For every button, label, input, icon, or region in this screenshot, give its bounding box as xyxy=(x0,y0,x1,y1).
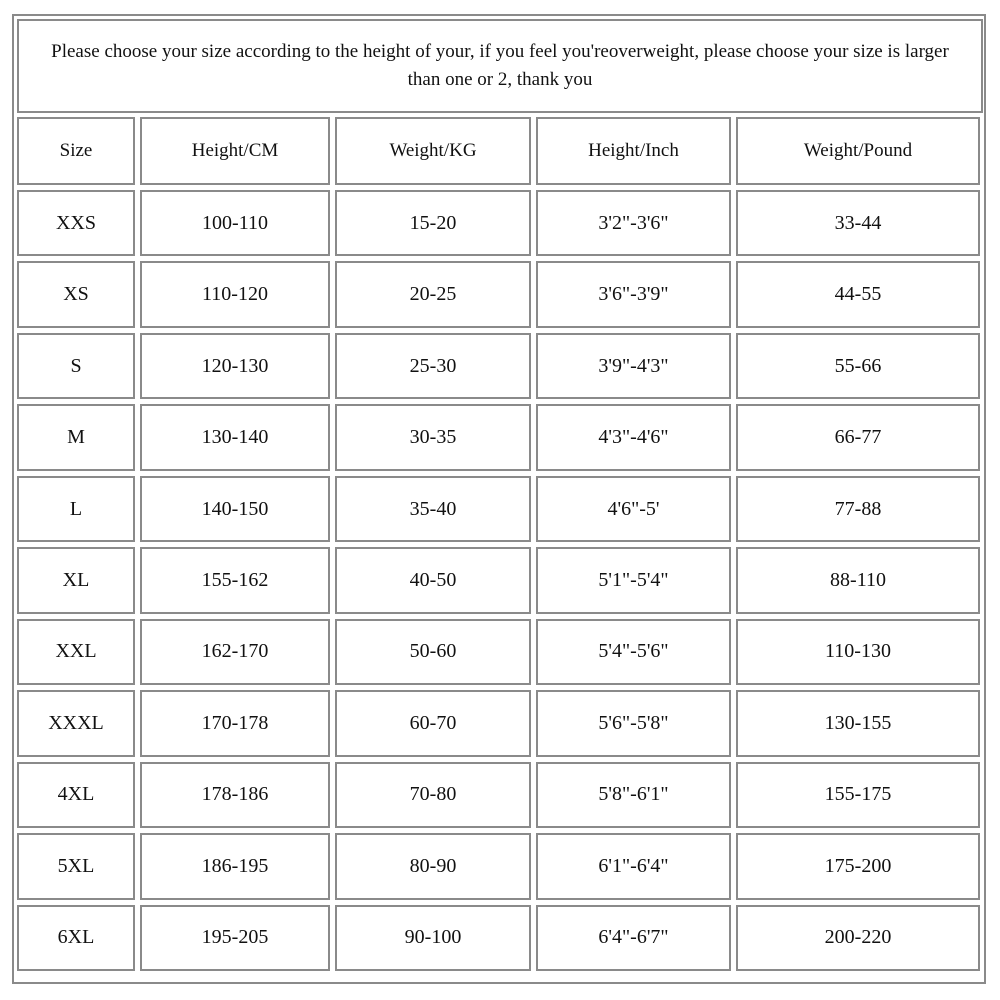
cell-weight-pound: 155-175 xyxy=(736,762,980,828)
cell-weight-pound: 33-44 xyxy=(736,190,980,256)
cell-size: XXXL xyxy=(17,690,135,756)
table-row xyxy=(17,261,980,327)
header-height-cm: Height/CM xyxy=(140,117,330,185)
cell-size: 5XL xyxy=(17,833,135,899)
table-row xyxy=(17,833,980,899)
cell-height-inch: 5'1"-5'4" xyxy=(536,547,731,613)
table-row xyxy=(17,619,980,685)
cell-size: 6XL xyxy=(17,905,135,971)
cell-weight-kg: 70-80 xyxy=(335,762,531,828)
header-row xyxy=(17,117,980,185)
cell-size: S xyxy=(17,333,135,399)
cell-weight-kg: 15-20 xyxy=(335,190,531,256)
cell-height-inch: 5'4"-5'6" xyxy=(536,619,731,685)
table-row xyxy=(17,190,980,256)
cell-weight-kg: 80-90 xyxy=(335,833,531,899)
cell-weight-kg: 35-40 xyxy=(335,476,531,542)
cell-height-cm: 186-195 xyxy=(140,833,330,899)
cell-weight-pound: 175-200 xyxy=(736,833,980,899)
cell-height-cm: 140-150 xyxy=(140,476,330,542)
cell-height-inch: 5'6"-5'8" xyxy=(536,690,731,756)
cell-weight-pound: 77-88 xyxy=(736,476,980,542)
size-chart xyxy=(12,14,986,984)
cell-weight-kg: 30-35 xyxy=(335,404,531,470)
cell-height-inch: 3'6"-3'9" xyxy=(536,261,731,327)
cell-weight-pound: 55-66 xyxy=(736,333,980,399)
cell-weight-kg: 60-70 xyxy=(335,690,531,756)
cell-weight-kg: 25-30 xyxy=(335,333,531,399)
cell-size: XS xyxy=(17,261,135,327)
cell-height-cm: 170-178 xyxy=(140,690,330,756)
table-row xyxy=(17,476,980,542)
cell-height-inch: 3'2"-3'6" xyxy=(536,190,731,256)
cell-weight-pound: 130-155 xyxy=(736,690,980,756)
cell-weight-kg: 20-25 xyxy=(335,261,531,327)
table-row xyxy=(17,690,980,756)
cell-size: L xyxy=(17,476,135,542)
cell-height-inch: 4'6"-5' xyxy=(536,476,731,542)
cell-height-inch: 4'3"-4'6" xyxy=(536,404,731,470)
cell-height-cm: 195-205 xyxy=(140,905,330,971)
cell-weight-pound: 88-110 xyxy=(736,547,980,613)
cell-weight-pound: 110-130 xyxy=(736,619,980,685)
cell-height-inch: 3'9"-4'3" xyxy=(536,333,731,399)
cell-weight-pound: 44-55 xyxy=(736,261,980,327)
cell-height-cm: 120-130 xyxy=(140,333,330,399)
cell-size: XXS xyxy=(17,190,135,256)
cell-height-inch: 6'1"-6'4" xyxy=(536,833,731,899)
size-table xyxy=(12,112,985,976)
table-row xyxy=(17,762,980,828)
size-notice: Please choose your size according to the height of your, if you feel you'reoverweight, please choose your size is larger than one or 2, thank you xyxy=(17,19,983,113)
header-height-inch: Height/Inch xyxy=(536,117,731,185)
cell-size: XL xyxy=(17,547,135,613)
cell-weight-kg: 40-50 xyxy=(335,547,531,613)
header-size: Size xyxy=(17,117,135,185)
cell-height-cm: 155-162 xyxy=(140,547,330,613)
cell-size: M xyxy=(17,404,135,470)
cell-height-cm: 100-110 xyxy=(140,190,330,256)
cell-height-cm: 178-186 xyxy=(140,762,330,828)
cell-height-inch: 6'4"-6'7" xyxy=(536,905,731,971)
cell-weight-pound: 200-220 xyxy=(736,905,980,971)
cell-height-inch: 5'8"-6'1" xyxy=(536,762,731,828)
header-weight-pound: Weight/Pound xyxy=(736,117,980,185)
table-row xyxy=(17,333,980,399)
cell-size: XXL xyxy=(17,619,135,685)
table-row xyxy=(17,547,980,613)
table-row xyxy=(17,404,980,470)
cell-size: 4XL xyxy=(17,762,135,828)
header-weight-kg: Weight/KG xyxy=(335,117,531,185)
cell-height-cm: 162-170 xyxy=(140,619,330,685)
cell-weight-pound: 66-77 xyxy=(736,404,980,470)
cell-height-cm: 110-120 xyxy=(140,261,330,327)
cell-weight-kg: 90-100 xyxy=(335,905,531,971)
table-row xyxy=(17,905,980,971)
cell-height-cm: 130-140 xyxy=(140,404,330,470)
cell-weight-kg: 50-60 xyxy=(335,619,531,685)
